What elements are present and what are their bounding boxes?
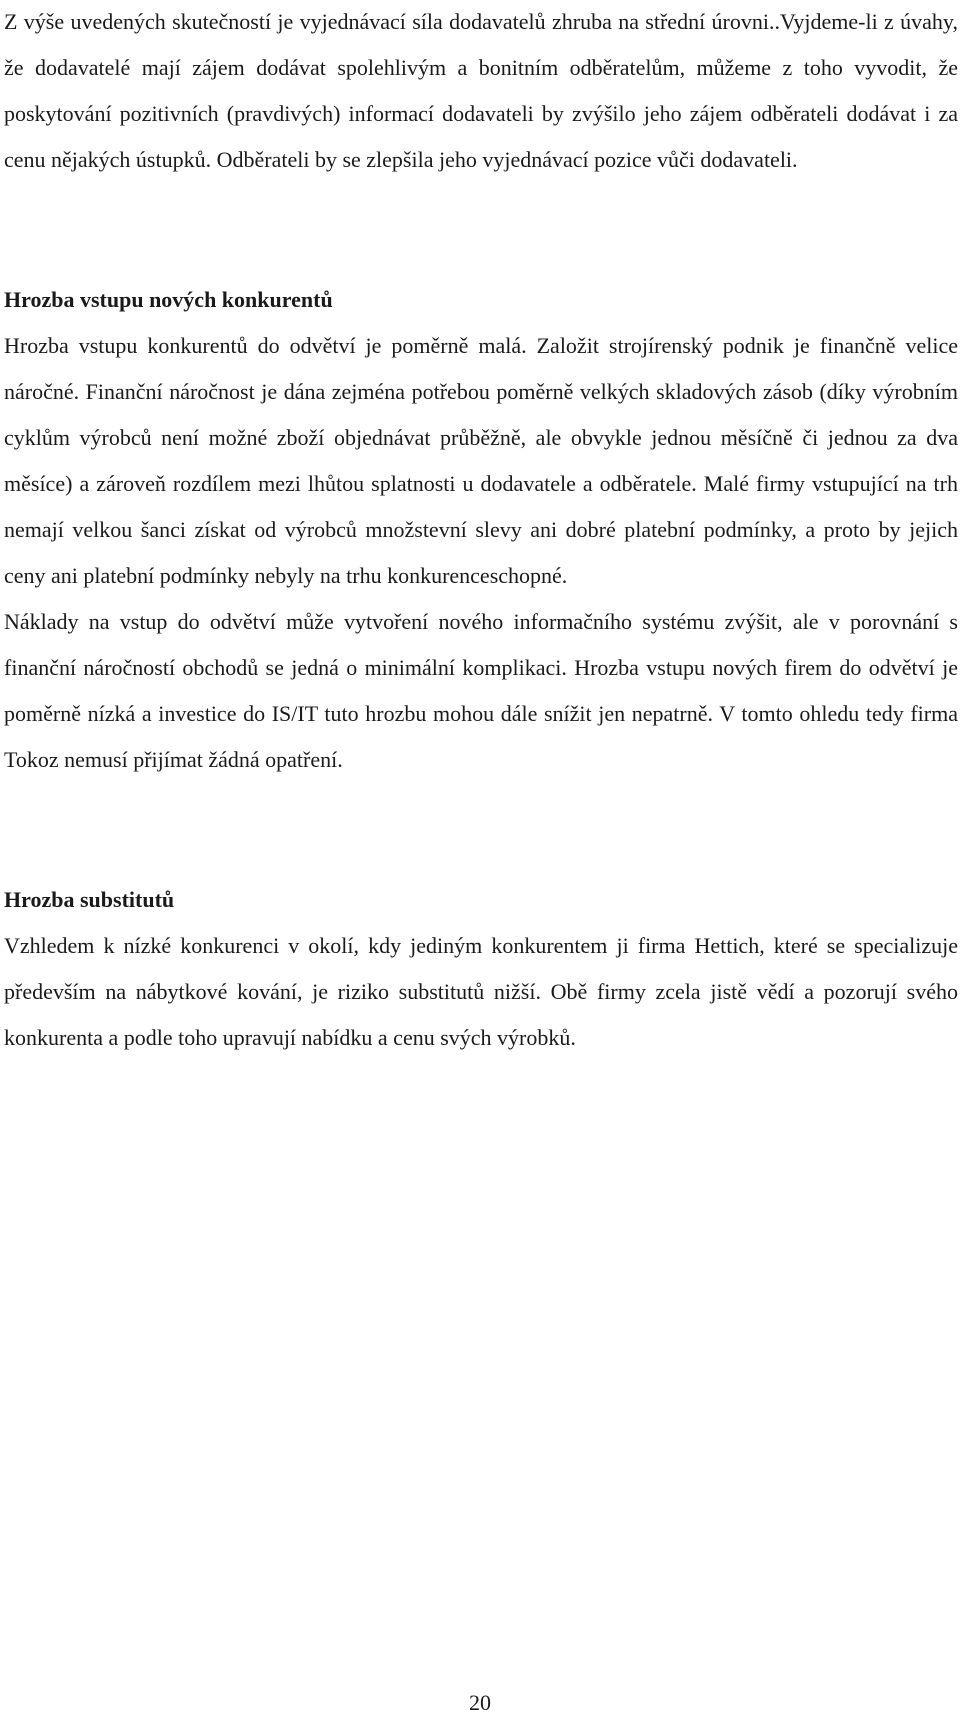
intro-paragraph: Z výše uvedených skutečností je vyjednávací síla dodavatelů zhruba na střední úrovni..Vyjdeme-li z úvahy, že dodavatelé mají zájem dodávat spolehlivým a bonitním odběratelům, můžeme z toho vyvodit, že poskytování pozitivních (pravdivých) informací dodavateli by zvýšilo jeho zájem odběrateli dodávat i za cenu nějakých ústupků. Odběrateli by se zlepšila jeho vyjednávací pozice vůči dodavateli. xyxy=(4,9,958,172)
section-heading-new-entrants: Hrozba vstupu nových konkurentů xyxy=(4,287,333,312)
page-number: 20 xyxy=(469,1690,491,1715)
substitutes-paragraph: Vzhledem k nízké konkurenci v okolí, kdy jediným konkurentem ji firma Hettich, které se specializuje především na nábytkové kování, je riziko substitutů nižší. Obě firmy zcela jistě vědí a pozorují svého konkurenta a podle toho upravují nabídku a cenu svých výrobků. xyxy=(4,933,958,1050)
new-entrants-paragraph-1: Hrozba vstupu konkurentů do odvětví je poměrně malá. Založit strojírenský podnik je finančně velice náročné. Finanční náročnost je dána zejména potřebou poměrně velkých skladových zásob (díky výrobním cyklům výrobců není možné zboží objednávat průběžně, ale obvykle jednou měsíčně či jednou za dva měsíce) a zároveň rozdílem mezi lhůtou splatnosti u dodavatele a odběratele. Malé firmy vstupující na trh nemají velkou šanci získat od výrobců množstevní slevy ani dobré platební podmínky, a proto by jejich ceny ani platební podmínky nebyly na trhu konkurenceschopné. xyxy=(4,333,958,588)
document-page xyxy=(4,0,958,1061)
section-heading-substitutes: Hrozba substitutů xyxy=(4,887,175,912)
new-entrants-paragraph-2: Náklady na vstup do odvětví může vytvoření nového informačního systému zvýšit, ale v porovnání s finanční náročností obchodů se jedná o minimální komplikaci. Hrozba vstupu nových firem do odvětví je poměrně nízká a investice do IS/IT tuto hrozbu mohou dále snížit jen nepatrně. V tomto ohledu tedy firma Tokoz nemusí přijímat žádná opatření. xyxy=(4,609,958,772)
